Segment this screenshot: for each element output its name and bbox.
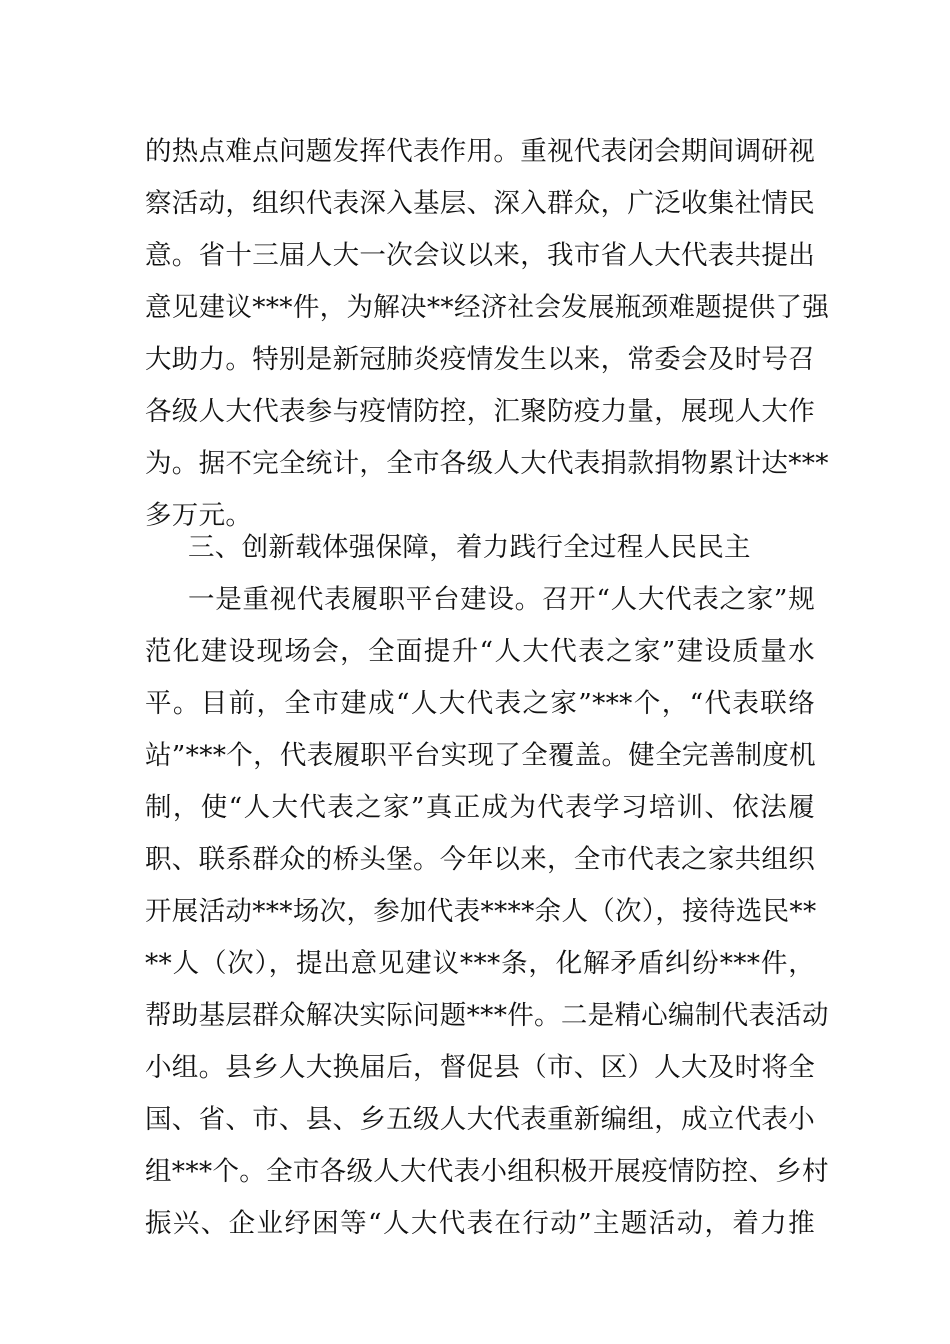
paragraph-line: 制，使“人大代表之家”真正成为代表学习培训、依法履 xyxy=(145,792,815,823)
paragraph-line: 大助力。特别是新冠肺炎疫情发生以来，常委会及时号召 xyxy=(145,344,815,375)
section-heading: 三、创新载体强保障，着力践行全过程人民民主 xyxy=(188,532,751,563)
paragraph-line: 范化建设现场会，全面提升“人大代表之家”建设质量水 xyxy=(145,636,815,667)
paragraph-line: 各级人大代表参与疫情防控，汇聚防疫力量，展现人大作 xyxy=(145,396,815,427)
paragraph-line: 一是重视代表履职平台建设。召开“人大代表之家”规 xyxy=(188,584,815,615)
paragraph-line: 站”***个，代表履职平台实现了全覆盖。健全完善制度机 xyxy=(145,740,816,771)
paragraph-line: 平。目前，全市建成“人大代表之家”***个，“代表联络 xyxy=(145,688,815,719)
paragraph-line: **人（次），提出意见建议***条，化解矛盾纠纷***件， xyxy=(145,948,815,979)
paragraph-line: 开展活动***场次，参加代表****余人（次），接待选民** xyxy=(145,896,817,927)
paragraph-line: 意。省十三届人大一次会议以来，我市省人大代表共提出 xyxy=(145,240,815,271)
paragraph-line: 多万元。 xyxy=(145,500,253,531)
paragraph-line: 小组。县乡人大换届后，督促县（市、区）人大及时将全 xyxy=(145,1052,815,1083)
paragraph-line: 帮助基层群众解决实际问题***件。二是精心编制代表活动 xyxy=(145,1000,829,1031)
paragraph-line: 为。据不完全统计，全市各级人大代表捐款捐物累计达*** xyxy=(145,448,829,479)
paragraph-line: 振兴、企业纾困等“人大代表在行动”主题活动，着力推 xyxy=(145,1208,815,1239)
paragraph-line: 意见建议***件，为解决**经济社会发展瓶颈难题提供了强 xyxy=(145,292,830,323)
paragraph-line: 组***个。全市各级人大代表小组积极开展疫情防控、乡村 xyxy=(145,1156,829,1187)
paragraph-line: 职、联系群众的桥头堡。今年以来，全市代表之家共组织 xyxy=(145,844,815,875)
paragraph-line: 国、省、市、县、乡五级人大代表重新编组，成立代表小 xyxy=(145,1104,815,1135)
paragraph-line: 察活动，组织代表深入基层、深入群众，广泛收集社情民 xyxy=(145,188,815,219)
paragraph-line: 的热点难点问题发挥代表作用。重视代表闭会期间调研视 xyxy=(145,136,815,167)
